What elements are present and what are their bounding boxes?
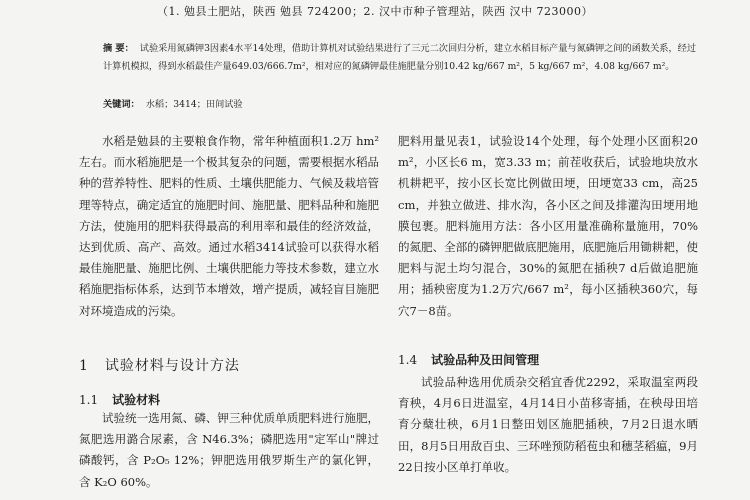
abstract-text: 试验采用氮磷钾3因素4水平14处理，借助计算机对试验结果进行了三元二次回归分析，建立水稻目标产量与氮磷钾之间的函数关系，经过计算机模拟，得到水稻最佳产量649.03/666.7m²，相对应的氮磷钾最佳施肥量分别10.42 kg/667 m²，5 kg/667 m²，4.08 kg/667 m²。 <box>103 43 697 72</box>
subsection-title: 试验品种及田间管理 <box>431 353 540 367</box>
section-title: 试验材料与设计方法 <box>104 358 240 374</box>
section-heading <box>79 356 379 376</box>
keywords-text: 水稻；3414；田间试验 <box>145 99 243 110</box>
subsection-heading-variety <box>398 351 539 369</box>
fertilizer-paragraph: 肥料用量见表1，试验设14个处理，每个处理小区面积20 m²，小区长6 m，宽3.33 m；前茬收获后，试验地块放水机耕耙平，按小区长宽比例做田埂，田埂宽33 cm，高25 cm，并独立做进、排水沟，各小区之间及排灌沟田埂用地膜包裹。肥料施用方法：各小区用量准确称量施用，70%的氮肥、全部的磷钾肥做底肥施用，底肥施后用锄耕耙，使肥料与泥土均匀混合，30%的氮肥在插秧7 d后做追肥施用；插秧密度为1.2万穴/667 m²，每小区插秧360穴，每穴7－8苗。 <box>398 134 698 318</box>
materials-paragraph-column <box>79 408 379 493</box>
keywords-label: 关键词： <box>103 99 140 110</box>
abstract-label: 摘 要： <box>103 43 134 54</box>
variety-paragraph: 试验品种选用优质杂交稻宜香优2292，采取温室两段育秧，4月6日进温室，4月14日小苗移寄插，在秧母田培育分蘖壮秧，6月1日整田划区施肥插秧，7月2日退水晒田，8月5日用敌百虫、三环唑预防稻苞虫和穗茎稻瘟，9月22日按小区单打单收。 <box>398 375 698 474</box>
keywords <box>103 97 703 113</box>
subsection-number: 1.4 <box>398 353 418 367</box>
affiliation: （1. 勉县土肥站，陕西 勉县 724200；2. 汉中市种子管理站，陕西 汉中 723000） <box>157 5 593 18</box>
left-column <box>79 131 379 322</box>
subsection-heading <box>79 391 160 409</box>
right-column <box>398 131 698 322</box>
subsection-title: 试验材料 <box>112 393 161 407</box>
abstract <box>103 40 703 76</box>
section-number: 1 <box>79 358 89 374</box>
materials-paragraph: 试验统一选用氮、磷、钾三种优质单质肥料进行施肥，氮肥选用潞合尿素，含 N46.3%；磷肥选用"定军山"牌过磷酸钙，含 P₂O₅ 12%；钾肥选用俄罗斯生产的氯化钾，含 K₂O 60%。 <box>79 411 379 489</box>
subsection-number: 1.1 <box>79 393 99 407</box>
variety-paragraph-column <box>398 372 698 478</box>
intro-paragraph: 水稻是勉县的主要粮食作物，常年种植面积1.2万 hm² 左右。而水稻施肥是一个极其复杂的问题，需要根据水稻品种的营养特性、肥料的性质、土壤供肥能力、气候及栽培管理等特点，确定适宜的施肥时间、施肥量、肥料品种和施肥方法，使施用的肥料获得最高的利用率和最佳的经济效益，达到优质、高产、高效。通过水稻3414试验可以获得水稻最佳施肥量、施肥比例、土壤供肥能力等技术参数，建立水稻施肥指标体系，达到节本增效，增产提质，减轻盲目施肥对环境造成的污染。 <box>79 134 379 318</box>
